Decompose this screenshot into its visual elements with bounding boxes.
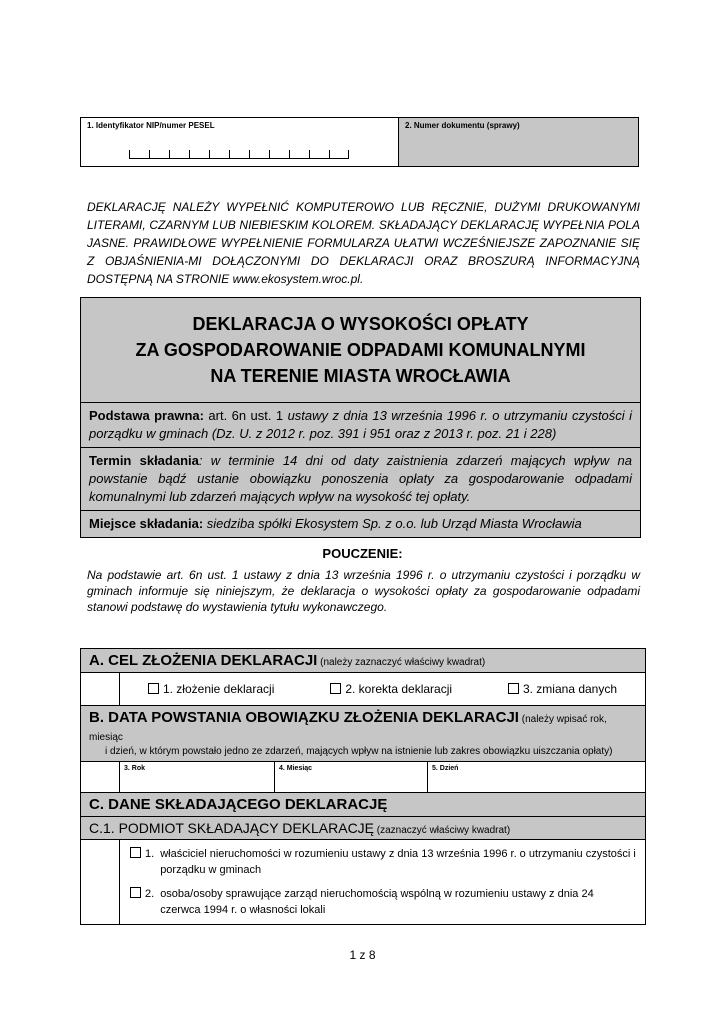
legal-basis-italic: ustawy z dnia 13 września 1996 r. o utrzymaniu czystości i porządku w gminach (Dz. U. z 2012 r. poz. 391 i 951 oraz z 2013 r. poz. 21 i 228) (89, 408, 632, 441)
checkbox-icon[interactable] (508, 683, 519, 694)
notice-text: Na podstawie art. 6n ust. 1 ustawy z dnia 13 września 1996 r. o utrzymaniu czystości i porządku w gminach informuje się niniejszym, że deklaracja o wysokości opłaty za gospodarowanie odpadami stanowi podstawę do wystawienia tytułu wykonawczego. (87, 568, 640, 614)
option-data-change[interactable]: 3. zmiana danych (508, 682, 617, 696)
section-b-date-row (80, 762, 646, 793)
pesel-digit-boxes[interactable] (129, 150, 349, 160)
title-line-3: NA TERENIE MIASTA WROCŁAWIA (210, 366, 511, 386)
purpose-options (119, 673, 645, 705)
section-b-note-continued: i dzień, w którym powstało jedno ze zdarzeń, mających wpływ na istnienie lub zakres obowiązku uiszczania opłaty) (105, 746, 613, 757)
identification-table (80, 117, 639, 167)
option-manager[interactable]: 2. osoba/osoby sprawujące zarząd nieruchomością wspólną w rozumieniu ustawy z dnia 24 czerwca 1994 r. o własności lokali (130, 886, 637, 918)
document-number-label: 2. Numer dokumentu (sprawy) (405, 121, 520, 130)
deadline (80, 448, 641, 511)
section-c1-options-row (80, 840, 646, 925)
form-sections (80, 648, 646, 925)
notice-title: POUCZENIE: (322, 546, 403, 561)
nip-pesel-field[interactable] (81, 118, 399, 166)
document-number-field (399, 118, 638, 166)
section-a-options-row (80, 673, 646, 706)
submitter-options (119, 840, 645, 924)
deadline-text: : w terminie 14 dni od daty zaistnienia zdarzeń mających wpływ na powstanie bądź ustanie obowiązku ponoszenia opłaty za gospodarowanie odpadami komunalnymi lub zdarzeń mających wpływ na wysokość tej opłaty. (89, 453, 632, 504)
legal-basis (80, 403, 641, 448)
option-correction[interactable]: 2. korekta deklaracji (330, 682, 452, 696)
submission-place (80, 511, 641, 538)
legal-basis-plain: art. 6n ust. 1 (203, 408, 288, 423)
day-field[interactable]: 5. Dzień (427, 762, 645, 792)
page-number: 1 z 8 (349, 948, 376, 962)
option-owner-text: właściciel nieruchomości w rozumieniu ustawy z dnia 13 września 1996 r. o utrzymaniu czystości i porządku w gminach (160, 848, 636, 876)
legal-basis-label: Podstawa prawna: (89, 408, 204, 423)
checkbox-icon[interactable] (148, 683, 159, 694)
section-a-note: (należy zaznaczyć właściwy kwadrat) (317, 657, 486, 668)
deadline-label: Termin składania (89, 453, 199, 468)
title-line-2: ZA GOSPODAROWANIE ODPADAMI KOMUNALNYMI (135, 340, 586, 360)
year-field[interactable]: 3. Rok (119, 762, 274, 792)
section-c1-header (80, 817, 646, 840)
section-c-title: C. DANE SKŁADAJĄCEGO DEKLARACJĘ (89, 796, 388, 813)
option-manager-text: osoba/osoby sprawujące zarząd nieruchomością wspólną w rozumieniu ustawy z dnia 24 czerwca 1994 r. o własności lokali (160, 888, 594, 916)
submission-place-label: Miejsce składania: (89, 516, 204, 531)
section-b-title: B. DATA POWSTANIA OBOWIĄZKU ZŁOŻENIA DEKLARACJI (89, 709, 519, 726)
section-a-header (80, 648, 646, 673)
section-c1-note: (zaznaczyć właściwy kwadrat) (374, 825, 511, 836)
nip-pesel-label: 1. Identyfikator NIP/numer PESEL (87, 121, 215, 130)
section-b-header (80, 706, 646, 762)
declaration-header (80, 297, 641, 538)
checkbox-icon[interactable] (130, 847, 141, 858)
checkbox-icon[interactable] (130, 887, 141, 898)
option-submission[interactable]: 1. złożenie deklaracji (148, 682, 274, 696)
section-c-header (80, 793, 646, 817)
month-field[interactable]: 4. Miesiąc (274, 762, 427, 792)
title-line-1: DEKLARACJA O WYSOKOŚCI OPŁATY (192, 314, 529, 334)
fill-instructions: DEKLARACJĘ NALEŻY WYPEŁNIĆ KOMPUTEROWO LUB RĘCZNIE, DUŻYMI DRUKOWANYMI LITERAMI, CZARNYM LUB NIEBIESKIM KOLOREM. SKŁADAJĄCY DEKLARACJĘ WYPEŁNIA POLA JASNE. PRAWIDŁOWE WYPEŁNIENIE FORMULARZA UŁATWI WCZEŚNIEJSZE ZAPOZNANIE SIĘ Z OBJAŚNIENIA-MI DOŁĄCZONYMI DO DEKLARACJI ORAZ BROSZURĄ INFORMACYJNĄ DOSTĘPNĄ NA STRONIE www.ekosystem.wroc.pl. (87, 200, 640, 286)
declaration-title (80, 297, 641, 403)
section-b-note: (należy wpisać rok, miesiąc (89, 714, 607, 743)
section-a-title: A. CEL ZŁOŻENIA DEKLARACJI (89, 652, 318, 669)
section-c1-title: C.1. PODMIOT SKŁADAJĄCY DEKLARACJĘ (89, 820, 375, 836)
submission-place-text: siedziba spółki Ekosystem Sp. z o.o. lub Urząd Miasta Wrocławia (203, 516, 582, 531)
checkbox-icon[interactable] (330, 683, 341, 694)
option-owner[interactable]: 1. właściciel nieruchomości w rozumieniu ustawy z dnia 13 września 1996 r. o utrzymaniu czystości i porządku w gminach (130, 846, 637, 878)
